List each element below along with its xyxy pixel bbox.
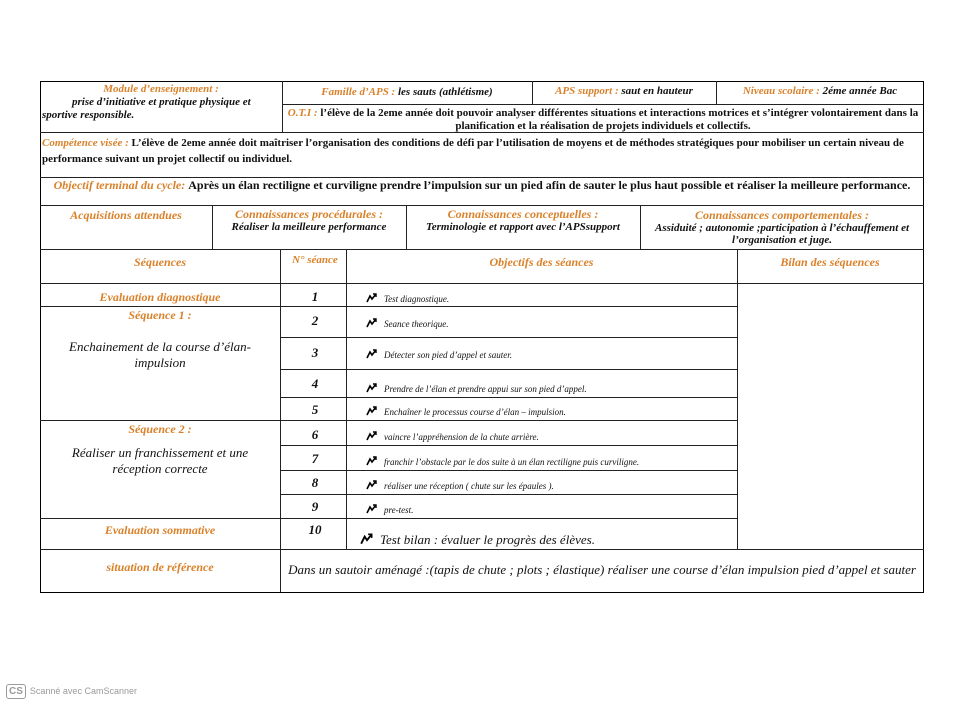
sequence-1-name: Enchainement de la course d’élan-impulsion (69, 339, 251, 370)
eval-diagnostique-label: Evaluation diagnostique (99, 290, 221, 304)
session-objective: franchir l’obstacle par le dos suite à un élan rectiligne puis curviligne. (366, 456, 639, 467)
session-objective: Seance theorique. (366, 318, 448, 329)
arrow-icon (366, 406, 378, 416)
eval-sommative-label: Evaluation sommative (104, 523, 216, 537)
famille-label: Famille d’APS : (321, 86, 396, 98)
procedurales-value: Réaliser la meilleure performance (231, 221, 387, 233)
sequence-1-title: Séquence 1 : (128, 308, 192, 322)
aps-label: APS support : (555, 85, 619, 97)
sequence-2-name: Réaliser un franchissement et une réception correcte (71, 445, 249, 476)
oti-label: O.T.I : (287, 107, 318, 119)
comportementales-value: Assiduité ; autonomie ;participation à l’échauffement et l’organisation et juge. (654, 222, 910, 246)
arrow-icon (366, 349, 378, 359)
session-objective: Test bilan : évaluer le progrès des élèves. (360, 532, 595, 548)
session-objective: vaincre l’appréhension de la chute arrière. (366, 431, 539, 442)
session-objective: Prendre de l’élan et prendre appui sur son pied d’appel. (366, 383, 587, 394)
arrow-icon (366, 504, 378, 514)
camscanner-text: Scanné avec CamScanner (29, 686, 137, 696)
col-objectifs-header: Objectifs des séances (489, 255, 594, 269)
comportementales-label: Connaissances comportementales : (694, 208, 869, 222)
session-number: 6 (311, 427, 319, 442)
module-value: prise d’initiative et pratique physique et sportive responsible. (42, 96, 251, 121)
session-number: 9 (311, 499, 319, 514)
camscanner-logo: CS (6, 684, 26, 699)
session-number: 7 (311, 451, 319, 466)
competence-label: Compétence visée : (42, 137, 129, 149)
oti-value: l’élève de la 2eme année doit pouvoir analyser différentes situations et interactions motrices et s’intégrer volontairement dans la planification et la réalisation de projets individuels et collectifs. (320, 107, 919, 132)
situation-label: situation de référence (106, 560, 214, 574)
conceptuelles-value: Terminologie et rapport avec l’APSsupport (426, 221, 620, 233)
session-number: 8 (311, 475, 319, 490)
session-number: 1 (311, 289, 319, 304)
arrow-icon (366, 480, 378, 490)
arrow-icon (360, 533, 374, 545)
niveau-label: Niveau scolaire : (742, 85, 820, 97)
situation-value: Dans un sautoir aménagé :(tapis de chute ; plots ; élastique) réaliser une course d’élan impulsion pied d’appel et sauter (288, 562, 916, 577)
module-label: Module d’enseignement : (103, 83, 219, 95)
col-num-header: N° séance (292, 254, 338, 266)
col-sequences-header: Séquences (134, 255, 186, 269)
session-number: 4 (311, 376, 319, 391)
arrow-icon (366, 456, 378, 466)
conceptuelles-label: Connaissances conceptuelles : (447, 207, 599, 221)
session-objective: Enchaîner le processus course d’élan – impulsion. (366, 406, 566, 417)
sequence-2-title: Séquence 2 : (128, 422, 192, 436)
session-number: 2 (311, 313, 319, 328)
session-number: 3 (311, 345, 319, 360)
acquisitions-label: Acquisitions attendues (70, 208, 182, 222)
arrow-icon (366, 293, 378, 303)
session-objective: pre-test. (366, 504, 413, 515)
arrow-icon (366, 431, 378, 441)
competence-value: L’élève de 2eme année doit maîtriser l’organisation des conditions de défi par l’utilisation de moyens et de méthodes stratégiques pour mobiliser un certain niveau de performance suivant un projet collectif ou individuel. (42, 137, 904, 165)
session-number: 5 (311, 402, 319, 417)
famille-value: les sauts (athlétisme) (397, 86, 493, 98)
session-number: 10 (308, 522, 322, 537)
col-bilan-header: Bilan des séquences (780, 255, 880, 269)
objectif-label: Objectif terminal du cycle: (53, 178, 186, 192)
procedurales-label: Connaissances procédurales : (234, 207, 383, 221)
camscanner-watermark (6, 684, 137, 699)
niveau-value: 2éme année Bac (822, 85, 898, 97)
session-objective: Test diagnostique. (366, 293, 449, 304)
arrow-icon (366, 318, 378, 328)
aps-value: saut en hauteur (621, 85, 693, 97)
session-objective: Détecter son pied d’appel et sauter. (366, 349, 512, 360)
session-objective: réaliser une réception ( chute sur les épaules ). (366, 480, 554, 491)
objectif-value: Après un élan rectiligne et curviligne prendre l’impulsion sur un pied afin de sauter le plus haut possible et réaliser la meilleure performance. (188, 178, 911, 192)
arrow-icon (366, 383, 378, 393)
